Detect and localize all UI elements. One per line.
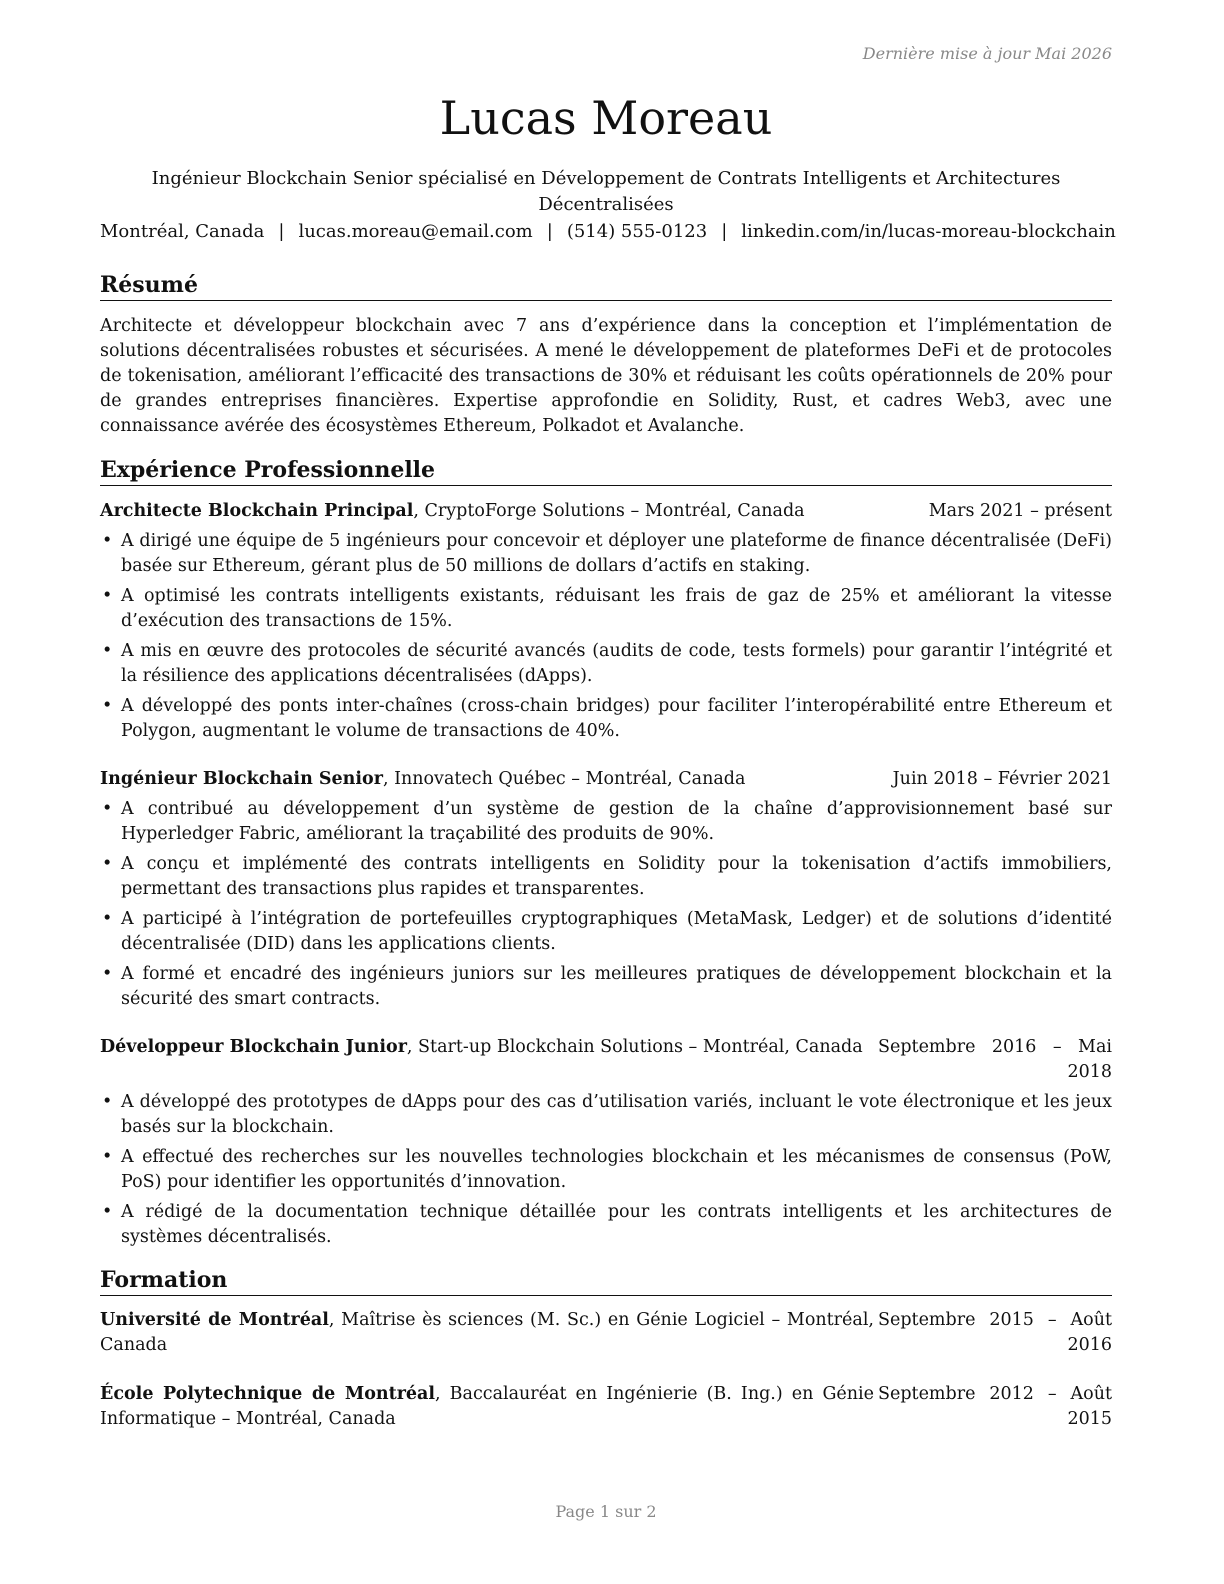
- job-title-line: [100, 1035, 863, 1060]
- education-degree: , Maîtrise ès sciences (M. Sc.) en Génie Logiciel – Montréal, Canada: [100, 1310, 874, 1355]
- list-item: • A développé des prototypes de dApps pour des cas d’utilisation variés, incluant le vote électronique et les jeux basés sur la blockchain.: [100, 1090, 1112, 1140]
- education-entry: [100, 1308, 1112, 1358]
- education-dates: Septembre 2015 – Août 2016: [878, 1310, 1112, 1355]
- job-header: [100, 767, 1112, 792]
- list-item: • A mis en œuvre des protocoles de sécurité avancés (audits de code, tests formels) pour garantir l’intégrité et la résilience des applications décentralisées (dApps).: [100, 639, 1112, 689]
- job-company: , Innovatech Québec – Montréal, Canada: [382, 769, 746, 789]
- job-role: Ingénieur Blockchain Senior: [100, 769, 383, 789]
- list-item: • A effectué des recherches sur les nouvelles technologies blockchain et les mécanismes de consensus (PoW, PoS) pour identifier les opportunités d’innovation.: [100, 1145, 1112, 1195]
- job-bullets: [100, 797, 1112, 1017]
- job-company: , CryptoForge Solutions – Montréal, Canada: [413, 501, 805, 521]
- section-title-summary: Résumé: [100, 270, 1112, 301]
- job-header: [100, 499, 1112, 524]
- contact-phone: (514) 555-0123: [566, 221, 708, 242]
- job-dates: Mars 2021 – présent: [928, 501, 1112, 521]
- contact-linkedin[interactable]: linkedin.com/in/lucas-moreau-blockchain: [741, 221, 1116, 242]
- section-title-education: Formation: [100, 1265, 1112, 1296]
- job-bullets: [100, 529, 1112, 749]
- education-dates: Septembre 2012 – Août 2015: [878, 1384, 1112, 1429]
- education-school: Université de Montréal: [100, 1310, 329, 1330]
- list-item: • A rédigé de la documentation technique détaillée pour les contrats intelligents et les architectures de systèmes décentralisés.: [100, 1200, 1112, 1250]
- education-school: École Polytechnique de Montréal: [100, 1384, 436, 1404]
- job-dates: Septembre 2016 – Mai 2018: [878, 1037, 1112, 1082]
- list-item: • A contribué au développement d’un système de gestion de la chaîne d’approvisionnement basé sur Hyperledger Fabric, améliorant la traçabilité des produits de 90%.: [100, 797, 1112, 847]
- candidate-tagline: Ingénieur Blockchain Senior spécialisé en Développement de Contrats Intelligents et Architectures Décentralisées: [151, 168, 1061, 215]
- list-item: • A optimisé les contrats intelligents existants, réduisant les frais de gaz de 25% et améliorant la vitesse d’exécution des transactions de 15%.: [100, 584, 1112, 634]
- education-title-line: [100, 1382, 874, 1432]
- list-item: • A dirigé une équipe de 5 ingénieurs pour concevoir et déployer une plateforme de finance décentralisée (DeFi) basée sur Ethereum, gérant plus de 50 millions de dollars d’actifs en staking.: [100, 529, 1112, 579]
- job-header: [100, 1035, 1112, 1085]
- education-entry: [100, 1382, 1112, 1432]
- education-title-line: [100, 1308, 874, 1358]
- contact-location: Montréal, Canada: [100, 221, 265, 242]
- candidate-name: Lucas Moreau: [439, 91, 773, 145]
- list-item: • A participé à l’intégration de portefeuilles cryptographiques (MetaMask, Ledger) et de solutions d’identité décentralisée (DID) dans les applications clients.: [100, 907, 1112, 957]
- job-company: , Start-up Blockchain Solutions – Montréal, Canada: [406, 1037, 863, 1057]
- job-bullets: [100, 1090, 1112, 1255]
- job-role: Développeur Blockchain Junior: [100, 1037, 407, 1057]
- list-item: • A développé des ponts inter-chaînes (cross-chain bridges) pour faciliter l’interopérabilité entre Ethereum et Polygon, augmentant le volume de transactions de 40%.: [100, 694, 1112, 744]
- job-title-line: [100, 767, 745, 792]
- education-degree: , Baccalauréat en Ingénierie (B. Ing.) en Génie Informatique – Montréal, Canada: [100, 1384, 875, 1429]
- last-updated: Dernière mise à jour Mai 2026: [862, 44, 1112, 63]
- job-dates: Juin 2018 – Février 2021: [892, 769, 1112, 789]
- contact-line: [100, 219, 1116, 245]
- summary-text: Architecte et développeur blockchain avec 7 ans d’expérience dans la conception et l’implémentation de solutions décentralisées robustes et sécurisées. A mené le développement de plateformes DeFi et de protocoles de tokenisation, améliorant l’efficacité des transactions de 30% et réduisant les coûts opérationnels de 20% pour de grandes entreprises financières. Expertise approfondie en Solidity, Rust, et cadres Web3, avec une connaissance avérée des écosystèmes Ethereum, Polkadot et Avalanche.: [100, 316, 1112, 436]
- contact-separator: |: [721, 221, 728, 242]
- page-number: Page 1 sur 2: [555, 1502, 657, 1521]
- contact-separator: |: [546, 221, 553, 242]
- job-role: Architecte Blockchain Principal: [100, 501, 414, 521]
- contact-separator: |: [278, 221, 285, 242]
- list-item: • A conçu et implémenté des contrats intelligents en Solidity pour la tokenisation d’actifs immobiliers, permettant des transactions plus rapides et transparentes.: [100, 852, 1112, 902]
- resume-page: [100, 0, 1116, 1584]
- section-title-experience: Expérience Professionnelle: [100, 455, 1112, 486]
- contact-email[interactable]: lucas.moreau@email.com: [298, 221, 533, 242]
- list-item: • A formé et encadré des ingénieurs juniors sur les meilleures pratiques de développement blockchain et la sécurité des smart contracts.: [100, 962, 1112, 1012]
- job-title-line: [100, 499, 805, 524]
